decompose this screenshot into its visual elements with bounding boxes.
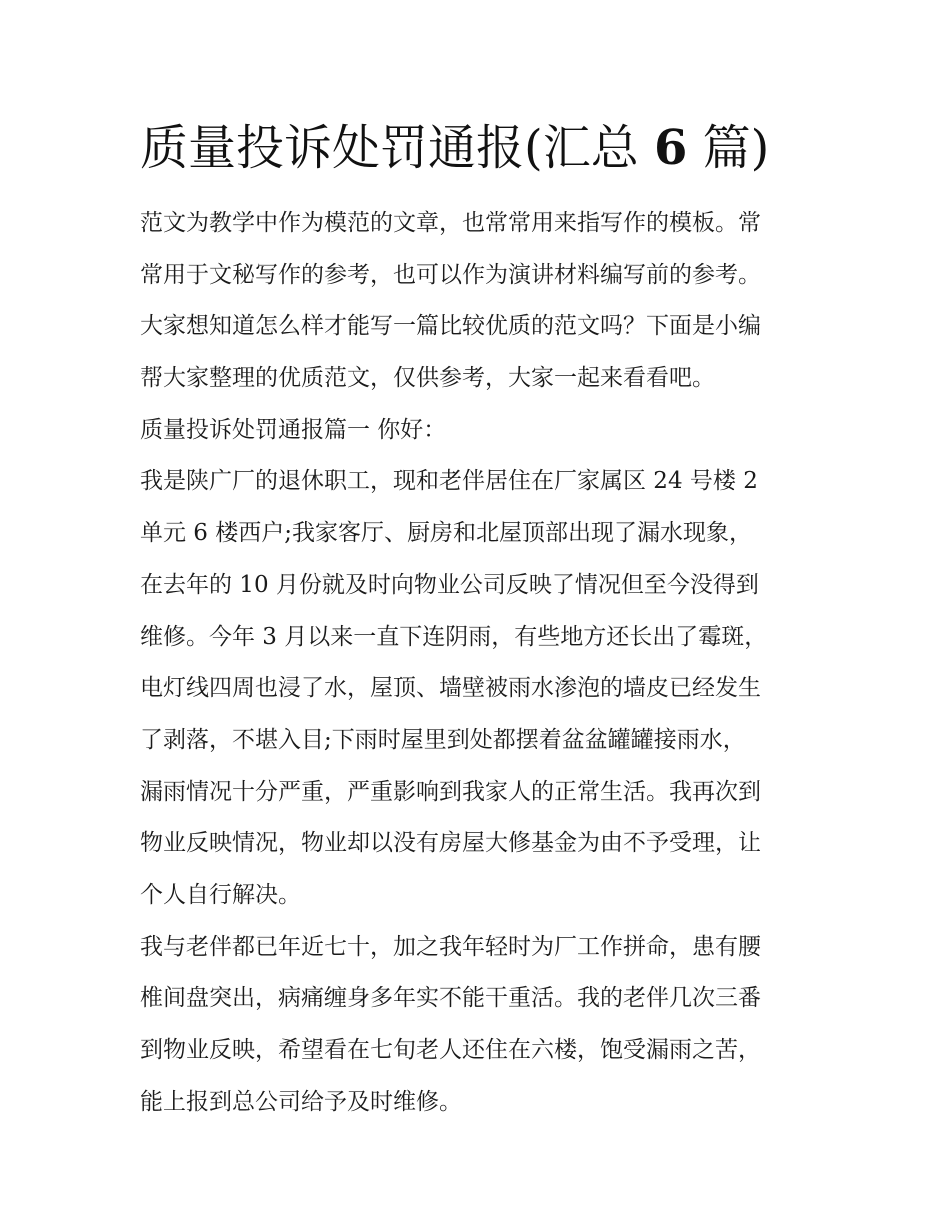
text-line: 物业反映情况，物业却以没有房屋大修基金为由不予受理，让 [140,830,761,857]
text-line: 漏雨情况十分严重，严重影响到我家人的正常生活。我再次到 [140,778,761,805]
text-line: 我与老伴都已年近七十，加之我年轻时为厂工作拼命，患有腰 [140,933,761,960]
text-line: 能上报到总公司给予及时维修。 [140,1088,462,1115]
text-line: 大家想知道怎么样才能写一篇比较优质的范文吗？下面是小编 [140,313,761,340]
title-suffix: 篇) [702,120,770,176]
text-line: 我是陕广厂的退休职工，现和老伴居住在厂家属区 24 号楼 2 [140,468,758,495]
text-line: 到物业反映，希望看在七旬老人还住在六楼，饱受漏雨之苦， [140,1037,761,1063]
text-line: 了剥落，不堪入目;下雨时屋里到处都摆着盆盆罐罐接雨水， [140,726,746,753]
text-line: 电灯线四周也浸了水，屋顶、墙壁被雨水渗泡的墙皮已经发生 [140,675,761,702]
title-count: 6 [654,120,688,176]
text-line: 常用于文秘写作的参考，也可以作为演讲材料编写前的参考。 [140,261,761,288]
text-line: 椎间盘突出，病痛缠身多年实不能干重活。我的老伴几次三番 [140,985,761,1012]
document-body [140,198,820,1128]
title-text: 质量投诉处罚通报(汇总 [140,120,639,176]
text-line: 在去年的 10 月份就及时向物业公司反映了情况但至今没得到 [140,571,759,598]
text-line: 维修。今年 3 月以来一直下连阴雨，有些地方还长出了霉斑， [140,623,768,650]
text-line: 范文为教学中作为模范的文章，也常常用来指写作的模板。常 [140,210,761,236]
text-line: 个人自行解决。 [140,881,301,908]
page-title [140,112,820,184]
text-line: 单元 6 楼西户;我家客厅、厨房和北屋顶部出现了漏水现象， [140,520,753,547]
text-line: 帮大家整理的优质范文，仅供参考，大家一起来看看吧。 [140,365,715,392]
section-heading: 质量投诉处罚通报篇一 你好： [140,416,447,443]
